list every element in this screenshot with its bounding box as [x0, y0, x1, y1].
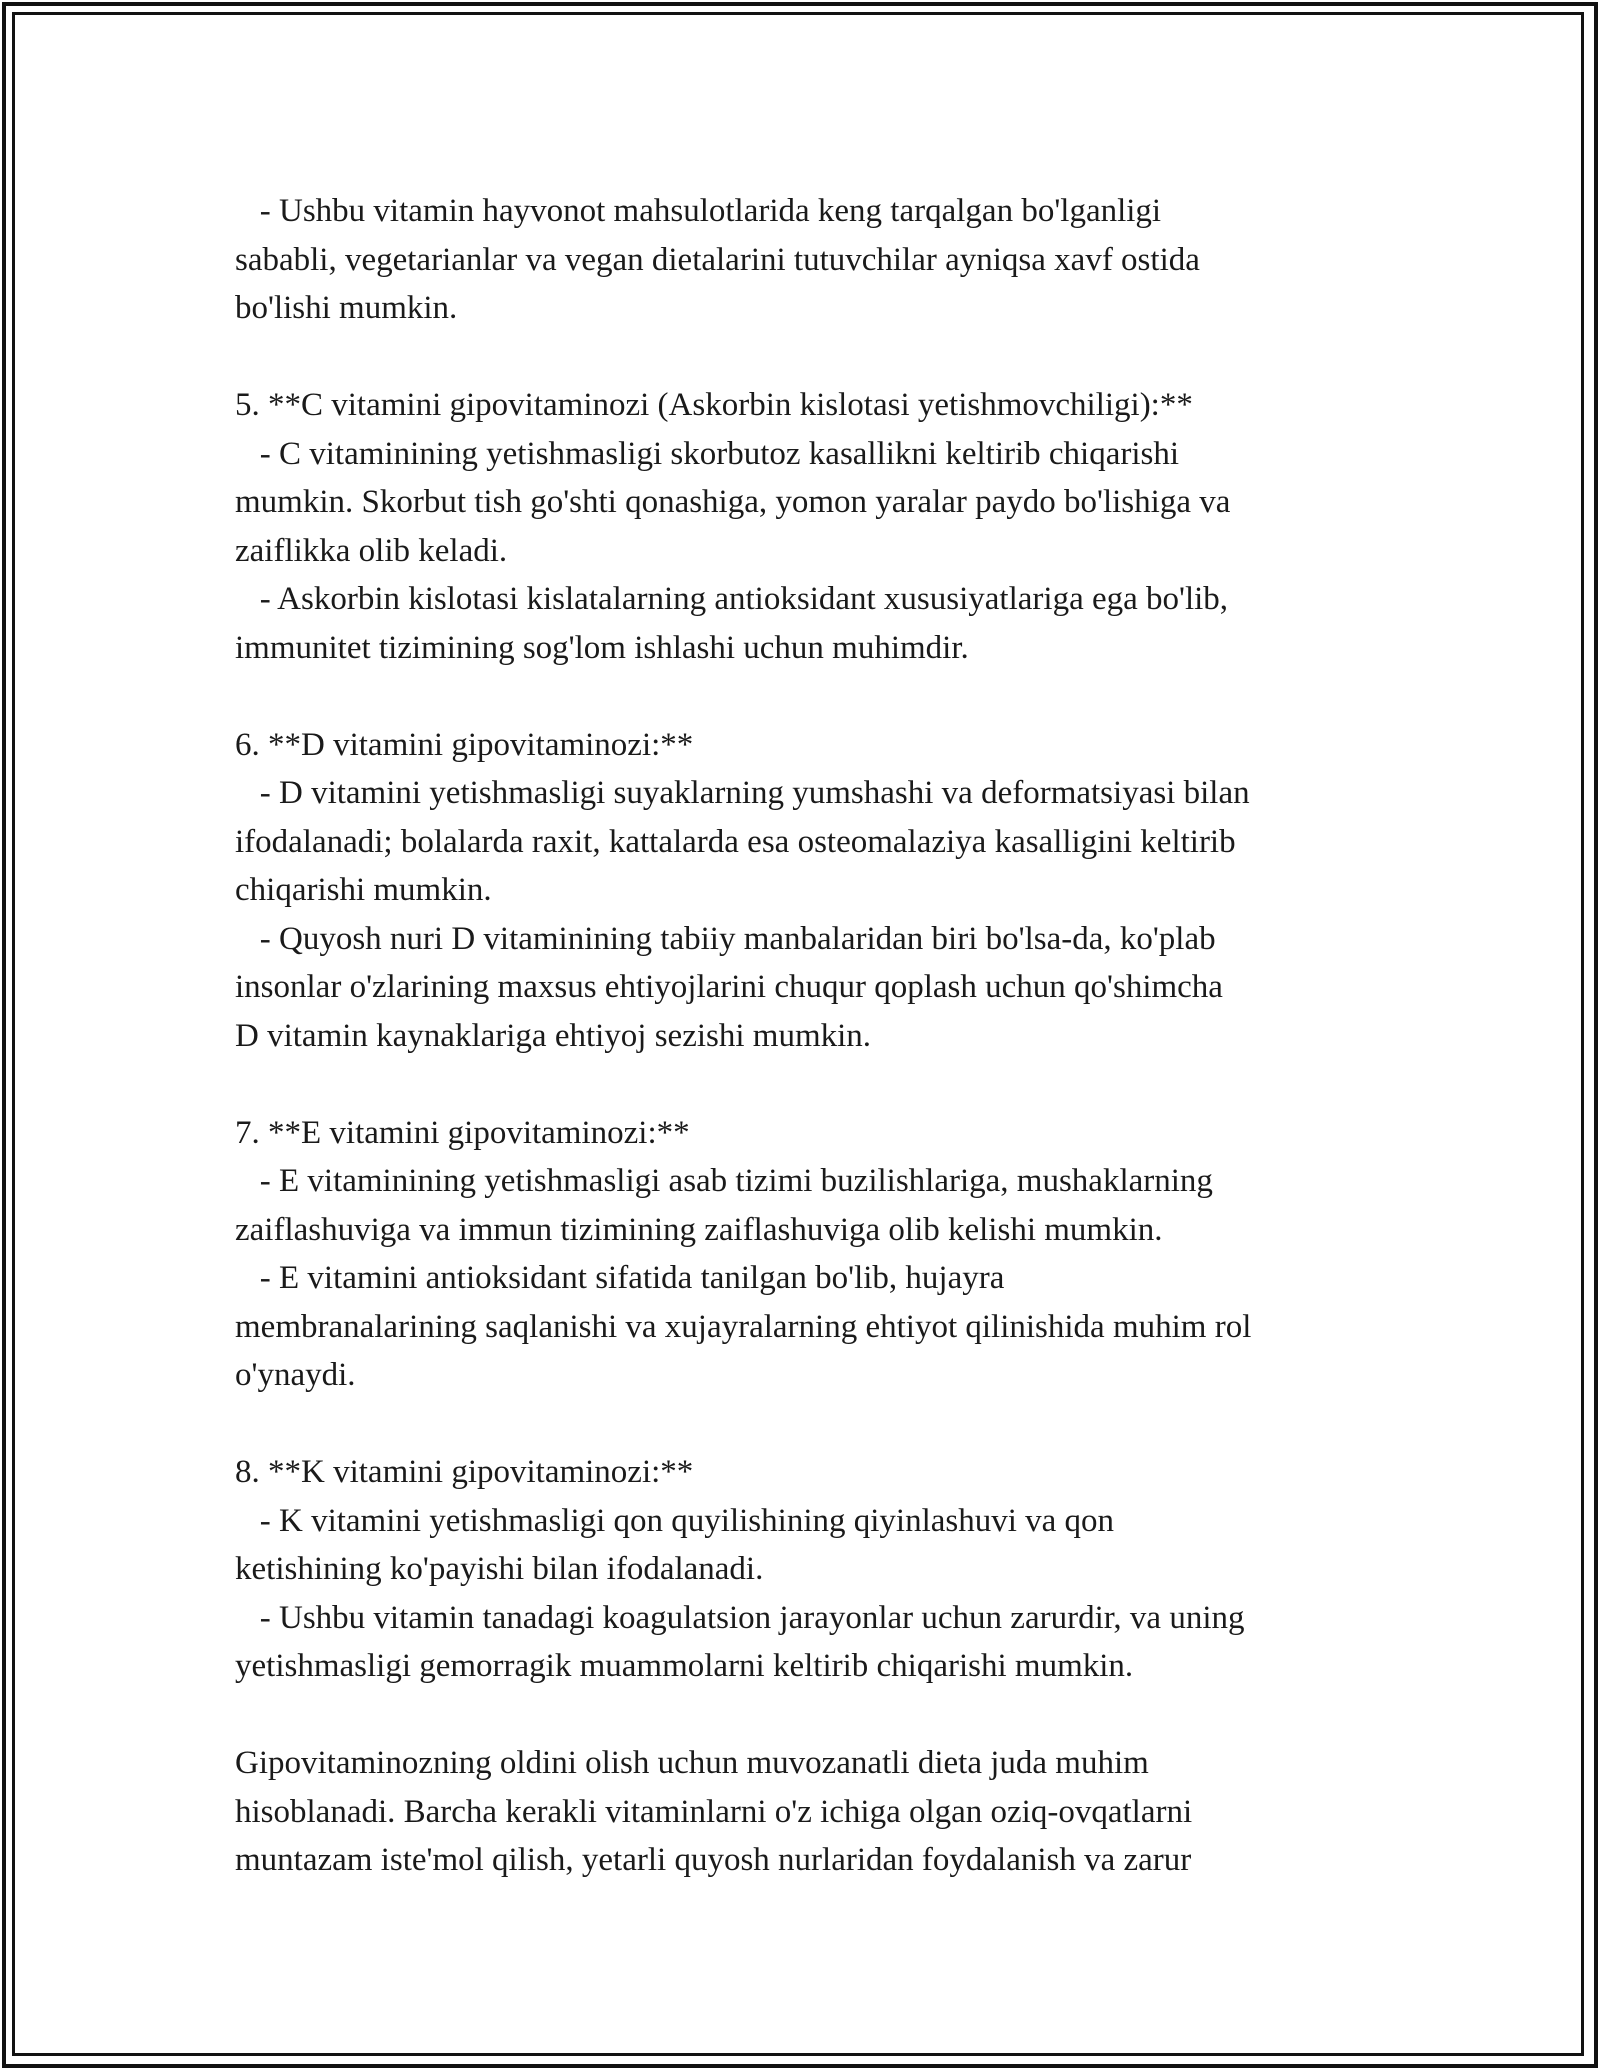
- text-line: - Ushbu vitamin tanadagi koagulatsion jarayonlar uchun zarurdir, va uning: [235, 1599, 1245, 1636]
- document-body: [235, 187, 1385, 1885]
- section-vitamin-d: [235, 721, 1385, 1061]
- text-line: o'ynaydi.: [235, 1357, 356, 1393]
- text-line: - E vitaminining yetishmasligi asab tizimi buzilishlariga, mushaklarning: [235, 1163, 1213, 1199]
- section-heading: 6. **D vitamini gipovitaminozi:**: [235, 726, 694, 763]
- paragraph-vegetarian-risk: [235, 187, 1385, 333]
- section-vitamin-c: [235, 381, 1385, 672]
- text-line: - C vitaminining yetishmasligi skorbutoz kasallikni keltirib chiqarishi: [235, 435, 1180, 472]
- text-line: bo'lishi mumkin.: [235, 290, 458, 326]
- text-line: - Quyosh nuri D vitaminining tabiiy manbalaridan biri bo'lsa-da, ko'plab: [235, 920, 1216, 957]
- paragraph-prevention: [235, 1739, 1385, 1885]
- section-heading: 7. **E vitamini gipovitaminozi:**: [235, 1114, 690, 1151]
- text-line: - K vitamini yetishmasligi qon quyilishining qiyinlashuvi va qon: [235, 1502, 1115, 1539]
- text-line: - E vitamini antioksidant sifatida tanilgan bo'lib, hujayra: [235, 1260, 1005, 1296]
- text-line: immunitet tizimining sog'lom ishlashi uchun muhimdir.: [235, 629, 969, 666]
- text-line: chiqarishi mumkin.: [235, 872, 492, 908]
- text-line: zaiflikka olib keladi.: [235, 532, 508, 569]
- section-heading: 5. **C vitamini gipovitaminozi (Askorbin kislotasi yetishmovchiligi):**: [235, 387, 1193, 423]
- text-line: mumkin. Skorbut tish go'shti qonashiga, yomon yaralar paydo bo'lishiga va: [235, 484, 1231, 520]
- section-heading: 8. **K vitamini gipovitaminozi:**: [235, 1454, 694, 1490]
- text-line: hisoblanadi. Barcha kerakli vitaminlarni o'z ichiga olgan oziq-ovqatlarni: [235, 1793, 1193, 1830]
- text-line: yetishmasligi gemorragik muammolarni keltirib chiqarishi mumkin.: [235, 1648, 1134, 1684]
- text-line: muntazam iste'mol qilish, yetarli quyosh nurlaridan foydalanish va zarur: [235, 1842, 1192, 1878]
- text-line: zaiflashuviga va immun tizimining zaiflashuviga olib kelishi mumkin.: [235, 1211, 1163, 1248]
- text-line: membranalarining saqlanishi va xujayralarning ehtiyot qilinishida muhim rol: [235, 1308, 1252, 1345]
- text-line: sababli, vegetarianlar va vegan dietalarini tutuvchilar ayniqsa xavf ostida: [235, 241, 1200, 278]
- section-vitamin-k: [235, 1448, 1385, 1691]
- text-line: ifodalanadi; bolalarda raxit, kattalarda esa osteomalaziya kasalligini keltirib: [235, 823, 1236, 860]
- text-line: - Ushbu vitamin hayvonot mahsulotlarida keng tarqalgan bo'lganligi: [235, 193, 1162, 229]
- text-line: D vitamin kaynaklariga ehtiyoj sezishi mumkin.: [235, 1017, 872, 1054]
- text-line: - Askorbin kislotasi kislatalarning antioksidant xususiyatlariga ega bo'lib,: [235, 581, 1229, 617]
- text-line: - D vitamini yetishmasligi suyaklarning yumshashi va deformatsiyasi bilan: [235, 775, 1250, 811]
- text-line: ketishining ko'payishi bilan ifodalanadi.: [235, 1551, 764, 1587]
- text-line: Gipovitaminozning oldini olish uchun muvozanatli dieta juda muhim: [235, 1745, 1149, 1781]
- section-vitamin-e: [235, 1109, 1385, 1400]
- text-line: insonlar o'zlarining maxsus ehtiyojlarini chuqur qoplash uchun qo'shimcha: [235, 969, 1223, 1005]
